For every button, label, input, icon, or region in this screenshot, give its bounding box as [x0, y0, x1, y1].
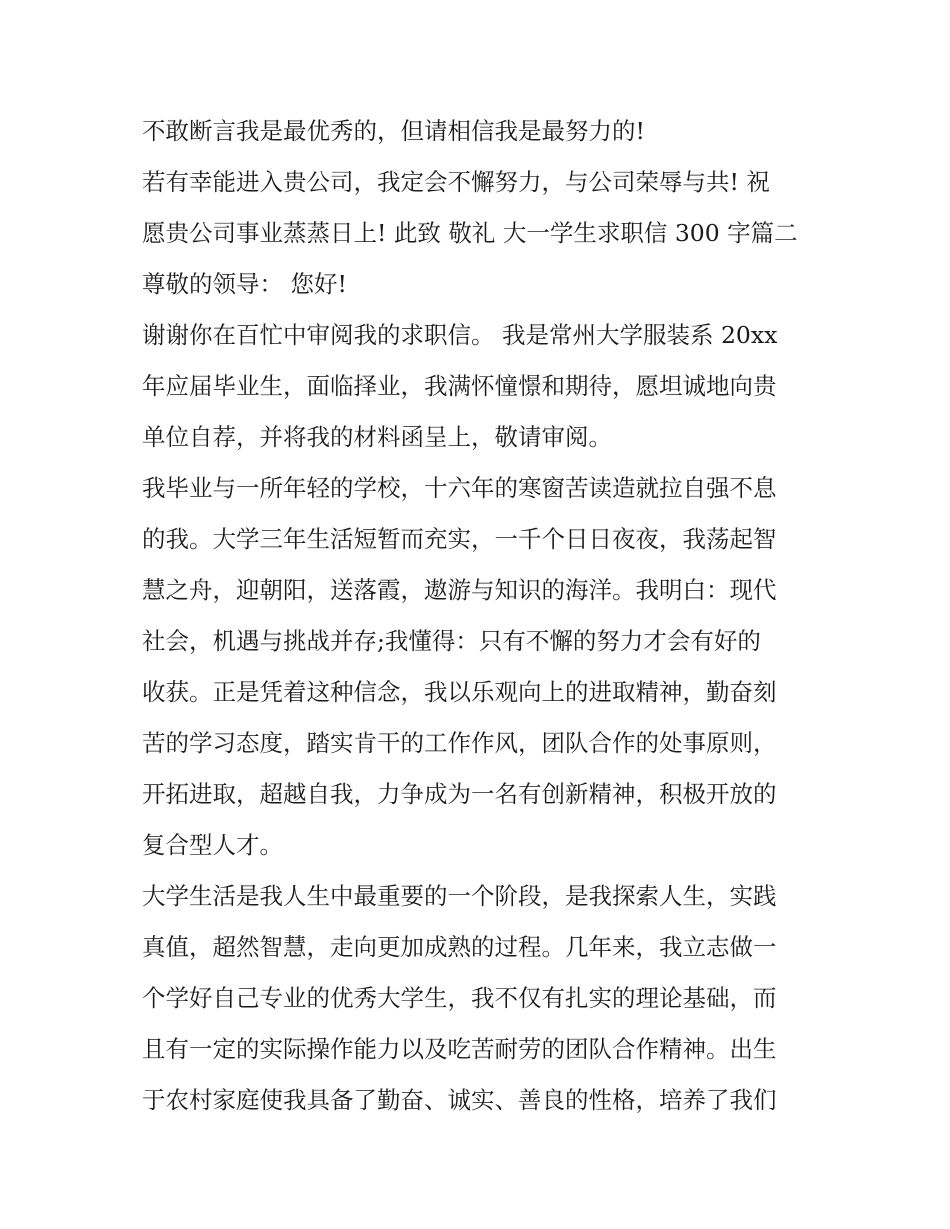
- text-line-8: 我毕业与一所年轻的学校，十六年的寒窗苦读造就拉自强不息: [142, 474, 777, 502]
- text-line-6: 年应届毕业生，面临择业，我满怀憧憬和期待，愿坦诚地向贵: [142, 372, 777, 400]
- text-line-19: 且有一定的实际操作能力以及吃苦耐劳的团队合作精神。出生: [142, 1035, 777, 1063]
- document-body: [142, 106, 814, 1126]
- text-line-14: 开拓进取，超越自我，力争成为一名有创新精神，积极开放的: [142, 780, 777, 808]
- text-line-10: 慧之舟，迎朝阳，送落霞，遨游与知识的海洋。我明白：现代: [142, 576, 777, 604]
- text-line-12: 收获。正是凭着这种信念，我以乐观向上的进取精神，勤奋刻: [142, 678, 777, 706]
- text-line-13: 苦的学习态度，踏实肯干的工作作风，团队合作的处事原则，: [142, 729, 777, 757]
- text-line-20: 于农村家庭使我具备了勤奋、诚实、善良的性格，培养了我们: [142, 1086, 777, 1114]
- text-line-18: 个学好自己专业的优秀大学生，我不仅有扎实的理论基础，而: [142, 984, 777, 1012]
- text-line-16: 大学生活是我人生中最重要的一个阶段，是我探索人生，实践: [142, 882, 777, 910]
- text-line-5: 谢谢你在百忙中审阅我的求职信。 我是常州大学服装系 20xx: [142, 321, 778, 349]
- text-line-2: 若有幸能进入贵公司，我定会不懈努力，与公司荣辱与共! 祝: [142, 168, 770, 196]
- text-line-4: 尊敬的领导： 您好!: [142, 270, 347, 298]
- text-line-9: 的我。大学三年生活短暂而充实，一千个日日夜夜，我荡起智: [142, 525, 777, 553]
- text-line-7: 单位自荐，并将我的材料函呈上，敬请审阅。: [142, 423, 612, 451]
- text-line-15: 复合型人才。: [142, 831, 283, 859]
- text-line-3: 愿贵公司事业蒸蒸日上! 此致 敬礼 大一学生求职信 300 字篇二: [142, 219, 798, 247]
- text-line-1: 不敢断言我是最优秀的，但请相信我是最努力的!: [142, 117, 645, 145]
- text-line-17: 真值，超然智慧，走向更加成熟的过程。几年来，我立志做一: [142, 933, 777, 961]
- text-line-11: 社会，机遇与挑战并存;我懂得：只有不懈的努力才会有好的: [142, 627, 761, 655]
